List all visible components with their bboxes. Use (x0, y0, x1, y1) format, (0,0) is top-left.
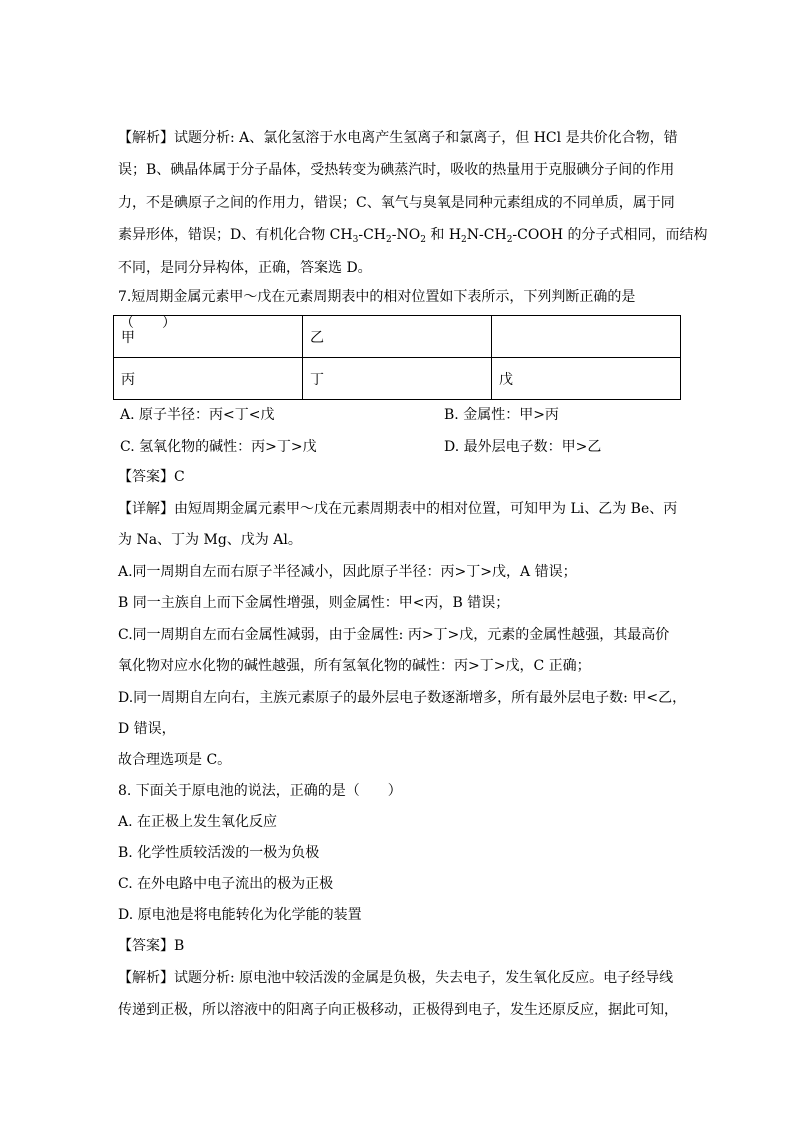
q8-option-b: B. 化学性质较活泼的一极为负极 (118, 845, 320, 861)
q8-option-d: D. 原电池是将电能转化为化学能的装置 (118, 907, 362, 923)
q7-stem: 7.短周期金属元素甲～戊在元素周期表中的相对位置如下表所示，下列判断正确的是 (118, 289, 636, 305)
analysis6-line1: 【解析】试题分析: A、氯化氢溶于水电离产生氢离子和氯离子，但 HCl 是共价化合物，错 (118, 130, 678, 146)
table-cell: 丁 (303, 358, 492, 400)
q8-stem: 8. 下面关于原电池的说法，正确的是（ ） (118, 783, 402, 799)
periodic-position-table (113, 315, 681, 400)
q7-detail-line: 【详解】由短周期金属元素甲～戊在元素周期表中的相对位置，可知甲为 Li、乙为 Be、丙 (118, 501, 678, 517)
table-row (114, 358, 681, 400)
q7-detail-line: 为 Na、丁为 Mg、戊为 Al。 (118, 532, 302, 548)
q8-analysis-line: 传递到正极，所以溶液中的阳离子向正极移动，正极得到电子，发生还原反应，据此可知， (118, 1002, 678, 1018)
table-cell (492, 316, 681, 358)
analysis6-line3: 力，不是碘原子之间的作用力，错误；C、氧气与臭氧是同种元素组成的不同单质，属于同 (118, 195, 675, 211)
q7-detail-line: A.同一周期自左而右原子半径减小，因此原子半径：丙>丁>戊，A 错误； (118, 564, 577, 580)
q8-analysis-line: 【解析】试题分析: 原电池中较活泼的金属是负极，失去电子，发生氧化反应。电子经导线 (118, 970, 674, 986)
table-cell: 甲 (114, 316, 303, 358)
table-row (114, 316, 681, 358)
q8-option-c: C. 在外电路中电子流出的极为正极 (118, 876, 334, 892)
table-cell: 丙 (114, 358, 303, 400)
q7-detail-line: D 错误， (118, 721, 176, 737)
q8-option-a: A. 在正极上发生氧化反应 (118, 814, 278, 830)
table-cell: 戊 (492, 358, 681, 400)
q7-paren: （ ） (120, 315, 176, 331)
q7-detail-line: C.同一周期自左而右金属性减弱，由于金属性: 丙>丁>戊，元素的金属性越强，其最高价 (118, 627, 670, 643)
q7-detail-line: 故合理选项是 C。 (118, 752, 232, 768)
analysis6-line5: 不同，是同分异构体，正确，答案选 D。 (118, 260, 372, 276)
analysis6-line2: 误；B、碘晶体属于分子晶体，受热转变为碘蒸汽时，吸收的热量用于克服碘分子间的作用 (118, 162, 675, 178)
q7-detail-line: B 同一主族自上而下金属性增强，则金属性：甲<丙，B 错误； (118, 595, 510, 611)
q7-option-d: D. 最外层电子数：甲>乙 (444, 439, 602, 455)
q7-option-a: A. 原子半径：丙<丁<戊 (120, 407, 275, 423)
q8-answer: 【答案】B (118, 938, 185, 954)
q7-detail-line: D.同一周期自左向右，主族元素原子的最外层电子数逐渐增多，所有最外层电子数: 甲<乙， (118, 690, 687, 706)
q7-answer: 【答案】C (118, 469, 185, 485)
q7-option-c: C. 氢氧化物的碱性：丙>丁>戊 (120, 439, 317, 455)
q7-detail-line: 氧化物对应水化物的碱性越强，所有氢氧化物的碱性：丙>丁>戊，C 正确； (118, 658, 591, 674)
q7-option-b: B. 金属性：甲>丙 (444, 407, 559, 423)
analysis6-line4: 素异形体，错误；D、有机化合物 $CH_3-CH_2-NO_2$ 和 $H_2N-CH_2$-COOH 的分子式相同，而结构 (118, 227, 708, 245)
table-cell: 乙 (303, 316, 492, 358)
